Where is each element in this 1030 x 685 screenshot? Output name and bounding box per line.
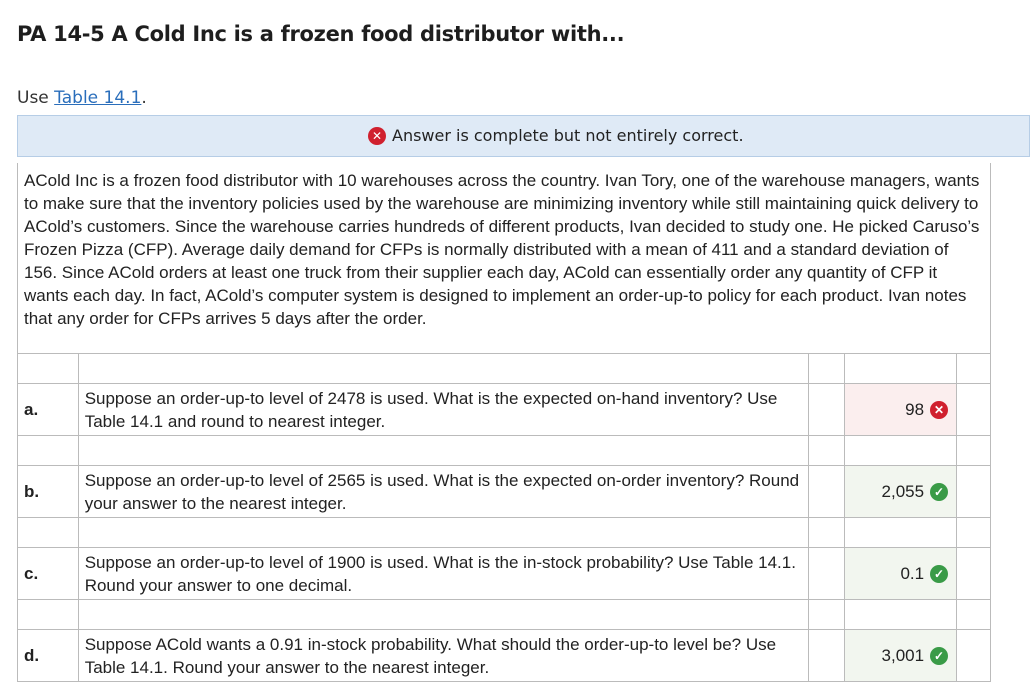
problem-text: ACold Inc is a frozen food distributor with 10 warehouses across the country. Ivan Tory, one of the warehouse managers, wants to make sure that the inventory policies used by the warehouse are minimizing inventory while still maintaining quick delivery to ACold’s customers. Since the warehouse carries hundreds of different products, Ivan decided to study one. He picked Caruso’s Frozen Pizza (CFP). Average daily demand for CFPs is normally distributed with a mean of 411 and a standard deviation of 156. Since ACold orders at least one truck from their supplier each day, ACold can essentially order any quantity of CFP it wants each day. In fact, ACold’s computer system is designed to implement an order-up-to policy for each product. Ivan notes that any order for CFPs arrives 5 days after the order. (24, 171, 980, 328)
spacer-row (18, 600, 991, 630)
check-circle-icon: ✓ (930, 483, 948, 501)
blank-cell (957, 466, 991, 518)
use-table-line (17, 88, 147, 108)
question-text: Suppose an order-up-to level of 2565 is used. What is the expected on-order inventory? Round your answer to the nearest integer. (78, 466, 809, 518)
question-letter: d. (18, 630, 79, 682)
use-suffix: . (141, 88, 147, 108)
problem-statement (17, 163, 991, 353)
answer-value: 0.1 (900, 563, 925, 583)
blank-cell (809, 466, 845, 518)
spacer-row (18, 354, 991, 384)
blank-cell (957, 630, 991, 682)
question-row (18, 384, 991, 436)
question-text: Suppose an order-up-to level of 1900 is used. What is the in-stock probability? Use Table 14.1. Round your answer to one decimal. (78, 548, 809, 600)
check-circle-icon: ✓ (930, 647, 948, 665)
answer-cell[interactable] (845, 384, 957, 436)
check-circle-icon: ✓ (930, 565, 948, 583)
banner-message: Answer is complete but not entirely correct. (392, 126, 744, 145)
table-link[interactable]: Table 14.1 (54, 88, 142, 108)
question-text: Suppose an order-up-to level of 2478 is used. What is the expected on-hand inventory? Use Table 14.1 and round to nearest integer. (78, 384, 809, 436)
answer-value: 2,055 (881, 481, 925, 501)
blank-cell (957, 548, 991, 600)
questions-table (17, 353, 991, 682)
spacer-row (18, 436, 991, 466)
use-prefix: Use (17, 88, 55, 108)
blank-cell (809, 384, 845, 436)
question-letter: a. (18, 384, 79, 436)
answer-cell[interactable] (845, 466, 957, 518)
question-row (18, 466, 991, 518)
answer-cell[interactable] (845, 630, 957, 682)
answer-cell[interactable] (845, 548, 957, 600)
question-row (18, 548, 991, 600)
blank-cell (957, 384, 991, 436)
answer-value: 98 (905, 399, 925, 419)
question-letter: c. (18, 548, 79, 600)
feedback-banner (17, 115, 1030, 157)
blank-cell (809, 630, 845, 682)
answer-value: 3,001 (881, 645, 925, 665)
spacer-row (18, 518, 991, 548)
question-text: Suppose ACold wants a 0.91 in-stock probability. What should the order-up-to level be? Use Table 14.1. Round your answer to the nearest integer. (78, 630, 809, 682)
blank-cell (809, 548, 845, 600)
page-title: PA 14-5 A Cold Inc is a frozen food distributor with... (17, 22, 625, 46)
question-row (18, 630, 991, 682)
x-circle-icon: ✕ (930, 401, 948, 419)
question-letter: b. (18, 466, 79, 518)
x-circle-icon: ✕ (368, 127, 386, 145)
